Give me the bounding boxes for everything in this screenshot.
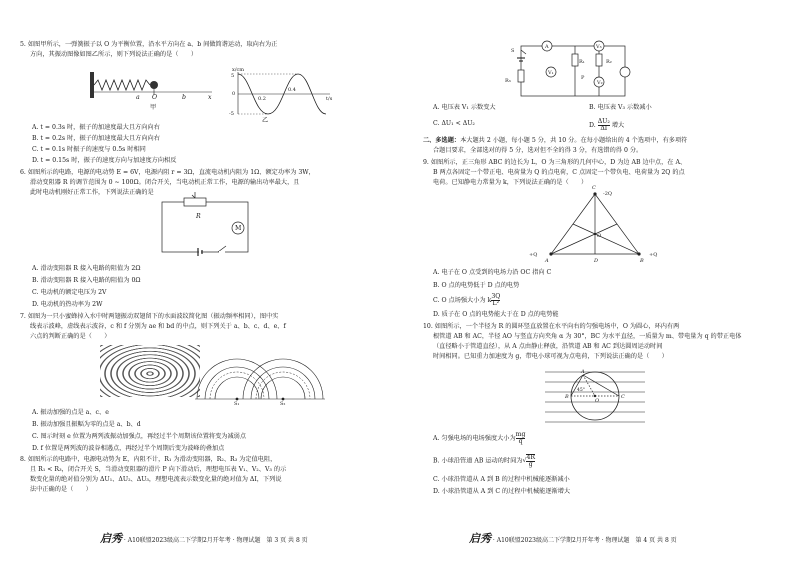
- q5-graph-tick-04: 0.4: [288, 87, 296, 93]
- q9-stem-line3: 电荷。已知静电力常量为 k，下列说法正确的是（ ）: [433, 179, 588, 186]
- q9-label-B: B: [640, 258, 644, 264]
- q5-label-a: a: [136, 94, 140, 101]
- q10-label-A: A: [581, 369, 585, 375]
- q10-label-O: O: [595, 398, 600, 404]
- q8-stem-line4: 法中正确的是（ ）: [30, 486, 92, 493]
- q7-bee-ripple-photo: [100, 345, 200, 397]
- q10-ring-figure: [545, 364, 645, 426]
- q7-stem-line1: 7. 如图为一只小蜜蜂掉入水中时两翅振动双翅留下的水面波纹简化图（振动频率相同），图中实: [20, 313, 279, 320]
- q6-option-b[interactable]: B. 滑动变阻器 R 接入电路的阻值为 0Ω: [32, 277, 141, 284]
- q9-label-plusQ-right: +Q: [649, 252, 658, 258]
- section2-title: 二、多选题：: [423, 137, 461, 144]
- q9-option-a[interactable]: A. 电子在 O 点受到的电场力沿 OC 指向 C: [433, 269, 552, 276]
- right-page-footer: [469, 531, 677, 545]
- q8-label-R1: R₁: [579, 59, 585, 65]
- footer-logo: 启秀: [100, 531, 122, 545]
- q8-stem-line3: 数变化量的绝对值分别为 ΔU₁、ΔU₂、ΔU₃，理想电流表示数变化量的绝对值为 ΔI，下列说: [30, 476, 282, 483]
- footer-text: · A10联盟2023级高二下学期2月开年考 · 物理试题 第 3 页 共 8 页: [123, 536, 308, 544]
- q10-option-b[interactable]: B. 小球沿管道 AB 运动的时间为√ $\frac{4R}{g}$: [433, 454, 536, 468]
- q9-option-c-denominator: L²: [492, 300, 500, 307]
- q6-stem-line1: 6. 如图所示的电路，电源的电动势 E = 6V，电源内阻 r = 3Ω，直流电动机内阻为 1Ω、额定功率为 3W，: [20, 169, 315, 176]
- q7-option-b[interactable]: B. 振动加强且振幅为零的点是 a、b、d: [32, 421, 141, 428]
- q5-option-b[interactable]: B. t = 0.2s 时，振子的加速度最大且方向向右: [32, 135, 160, 142]
- q5-label-O: O: [152, 94, 158, 101]
- q6-stem-line2: 滑动变阻器 R 的调节范围为 0 ~ 100Ω。闭合开关，当电动机正常工作，电源的输出功率最大，且: [30, 179, 300, 186]
- q7-option-d[interactable]: D. f 位置是两列波的波谷相遇点，再经过半个周期后变为波峰的叠加点: [32, 445, 225, 452]
- q5-label-yi: 乙: [262, 117, 269, 124]
- q6-option-a[interactable]: A. 滑动变阻器 R 接入电路的阻值为 2Ω: [32, 265, 141, 272]
- section2-line1: 本大题共 2 小题，每小题 5 分，共 10 分。在每小题给出的 4 个选项中，有多项符: [460, 137, 688, 144]
- q5-graph-xlabel: t/s: [326, 96, 333, 102]
- footer-text: · A10联盟2023级高二下学期2月开年考 · 物理试题 第 4 页 共 8 页: [492, 536, 677, 544]
- q10-option-a[interactable]: [433, 432, 525, 445]
- q9-label-C: C: [592, 185, 596, 191]
- q9-stem-line2: B 两点各固定一个带正电、电荷量为 Q 的点电荷，C 点固定一个带负电、电荷量为 2Q 的点: [433, 169, 685, 176]
- q9-label-minus2Q: -2Q: [603, 191, 612, 197]
- q8-option-d[interactable]: [589, 119, 624, 132]
- q5-stem-line2: 方向，其振动图像如图乙所示，则下列说法正确的是（ ）: [30, 51, 198, 58]
- q9-stem-line1: 9. 如图所示，正三角形 ABC 的边长为 L，O 为三角形的几何中心，D 为边 AB 边中点，在 A、: [423, 159, 687, 166]
- q6-option-d[interactable]: D. 电动机的热功率为 2W: [32, 301, 103, 308]
- q9-option-b[interactable]: B. O 点的电势低于 D 点的电势: [433, 282, 520, 289]
- q10-label-C: C: [621, 394, 625, 400]
- q9-option-c-prefix: C. O 点场强大小为 k: [433, 297, 492, 304]
- q8-label-R3: R₃: [505, 78, 511, 84]
- q7-label-S1: S₁: [234, 401, 240, 407]
- q8-option-d-denominator: ΔI: [600, 125, 608, 132]
- q5-option-c[interactable]: C. t = 0.1s 时振子的速度与 0.5s 时相同: [32, 146, 146, 153]
- q8-label-V1: V₁: [548, 70, 554, 76]
- q5-vibration-graph: [228, 72, 338, 116]
- q9-triangle-figure: [545, 190, 645, 262]
- q10-option-a-numerator: mg: [515, 431, 526, 438]
- q6-label-M: M: [235, 225, 242, 232]
- q7-label-S2: S₂: [280, 401, 286, 407]
- q8-label-P: P: [581, 75, 585, 81]
- q8-option-a[interactable]: A. 电压表 V₁ 示数变大: [433, 104, 496, 111]
- q10-stem-line3: （直径略小于管道直径），从 A 点由静止释放，沿管道 AB 和 AC 到达圆周运动时间: [433, 343, 663, 350]
- q9-label-D: D: [594, 258, 599, 264]
- q10-option-d[interactable]: D. 小球沿管道从 A 到 C 的过程中机械能逐渐增大: [433, 488, 571, 495]
- q8-label-S: S: [511, 48, 515, 54]
- q5-graph-0: 0: [232, 91, 236, 97]
- q10-stem-line1: 10. 如图所示，一个半径为 R 的圆环竖直放置在水平向右的匀强电场中，O 为圆心，环内有两: [423, 323, 680, 330]
- q8-option-d-suffix: 增大: [611, 122, 625, 129]
- q8-option-d-numerator: ΔU₂: [597, 118, 610, 125]
- q10-label-B: B: [565, 394, 569, 400]
- q8-stem-line2: 且 R₁ < R₃，闭合开关 S，当滑动变阻器的滑片 P 向下滑动后，理想电压表 V₁、V₂、V₃ 的示: [30, 466, 287, 473]
- q7-wave-diagram: [205, 343, 325, 405]
- q5-graph-5: 5: [231, 73, 235, 79]
- q10-option-b-prefix: B. 小球沿管道 AB 运动的时间为: [433, 457, 523, 465]
- q8-stem-line1: 8. 如图所示的电路中，电源电动势为 E，内阻不计，R₁ 为滑动变阻器，R₂、R₃ 为定值电阻，: [20, 456, 277, 463]
- q9-label-O: O: [597, 233, 602, 239]
- section2-line2: 合题目要求，全部选对的得 5 分，选对但不全的得 3 分，有选错的得 0 分。: [433, 147, 643, 154]
- q10-option-a-prefix: A. 匀强电场的电场强度大小为: [433, 435, 516, 442]
- q10-label-45deg: 45°: [577, 388, 585, 393]
- q5-label-jia: 甲: [150, 104, 157, 111]
- q5-label-x: x: [208, 94, 212, 101]
- q8-circuit-figure: [515, 42, 635, 100]
- q6-option-c[interactable]: C. 电动机的额定电压为 2V: [32, 289, 107, 296]
- left-page-footer: [100, 531, 308, 545]
- q7-stem-line3: 六点的判断正确的是（ ）: [30, 333, 111, 340]
- q8-option-d-prefix: D.: [589, 122, 598, 129]
- q5-graph-minus5: -5: [229, 111, 234, 117]
- q9-label-A: A: [545, 258, 549, 264]
- q8-option-c[interactable]: C. ΔU₁ < ΔU₂: [433, 120, 475, 127]
- q5-option-a[interactable]: A. t = 0.3s 时，振子的加速度最大且方向向右: [32, 124, 160, 131]
- q5-stem-line1: 5. 如图甲所示，一弹簧振子以 O 为平衡位置，沿水平方向在 a、b 间做简谐运动，取向右为正: [20, 41, 278, 48]
- q6-stem-line3: 此时电动机刚好正常工作，下列说法正确的是: [30, 189, 154, 196]
- q10-option-b-numerator: 4R: [526, 454, 536, 461]
- q10-option-b-denominator: g: [528, 461, 533, 468]
- q9-label-plusQ-left: +Q: [529, 252, 538, 258]
- q8-option-b[interactable]: B. 电压表 V₃ 示数减小: [589, 104, 652, 111]
- q8-label-V2: V₂: [597, 80, 603, 86]
- q10-option-a-denominator: q: [518, 438, 523, 445]
- q6-label-R: R: [196, 213, 201, 220]
- q7-option-a[interactable]: A. 振动加强的点是 a、c、e: [32, 409, 109, 416]
- q5-graph-tick-02: 0.2: [258, 96, 266, 102]
- q9-option-c-numerator: 3Q: [491, 293, 501, 300]
- q9-option-c[interactable]: [433, 294, 500, 307]
- q5-label-b: b: [182, 94, 186, 101]
- right-page: [397, 0, 794, 561]
- footer-logo: 启秀: [469, 531, 491, 545]
- q10-stem-line2: 根管道 AB 和 AC，半径 AO 与竖直方向夹角 α 为 30°，BC 为水平直径，一质量为 m、带电量为 q 的带正电体: [433, 333, 742, 340]
- q8-label-R2: R₂: [606, 59, 612, 65]
- q10-stem-line4: 时间相同。已知重力加速度为 g，带电小球可视为点电荷，下列说法正确的是（ ）: [433, 353, 668, 360]
- q8-label-V3: V₃: [596, 44, 602, 50]
- section2-header: [423, 136, 687, 145]
- q8-label-A: A: [545, 44, 549, 50]
- q7-option-c[interactable]: C. 图示时刻 e 位置为两列波振动加强点，再经过半个周期该位置将变为减弱点: [32, 433, 247, 440]
- q7-stem-line2: 线表示波峰，虚线表示波谷，c 和 f 分别为 ae 和 bd 的中点，则下列关于 a、b、c、d、e、f: [30, 323, 286, 330]
- q9-option-d[interactable]: D. 质子在 O 点的电势能大于在 D 点的电势能: [433, 311, 559, 318]
- q10-option-c[interactable]: C. 小球沿管道从 A 到 B 的过程中机械能逐渐减小: [433, 476, 570, 483]
- q5-graph-ylabel: x/cm: [232, 67, 245, 73]
- q5-option-d[interactable]: D. t = 0.15s 时，振子的速度方向与加速度方向相反: [32, 157, 177, 164]
